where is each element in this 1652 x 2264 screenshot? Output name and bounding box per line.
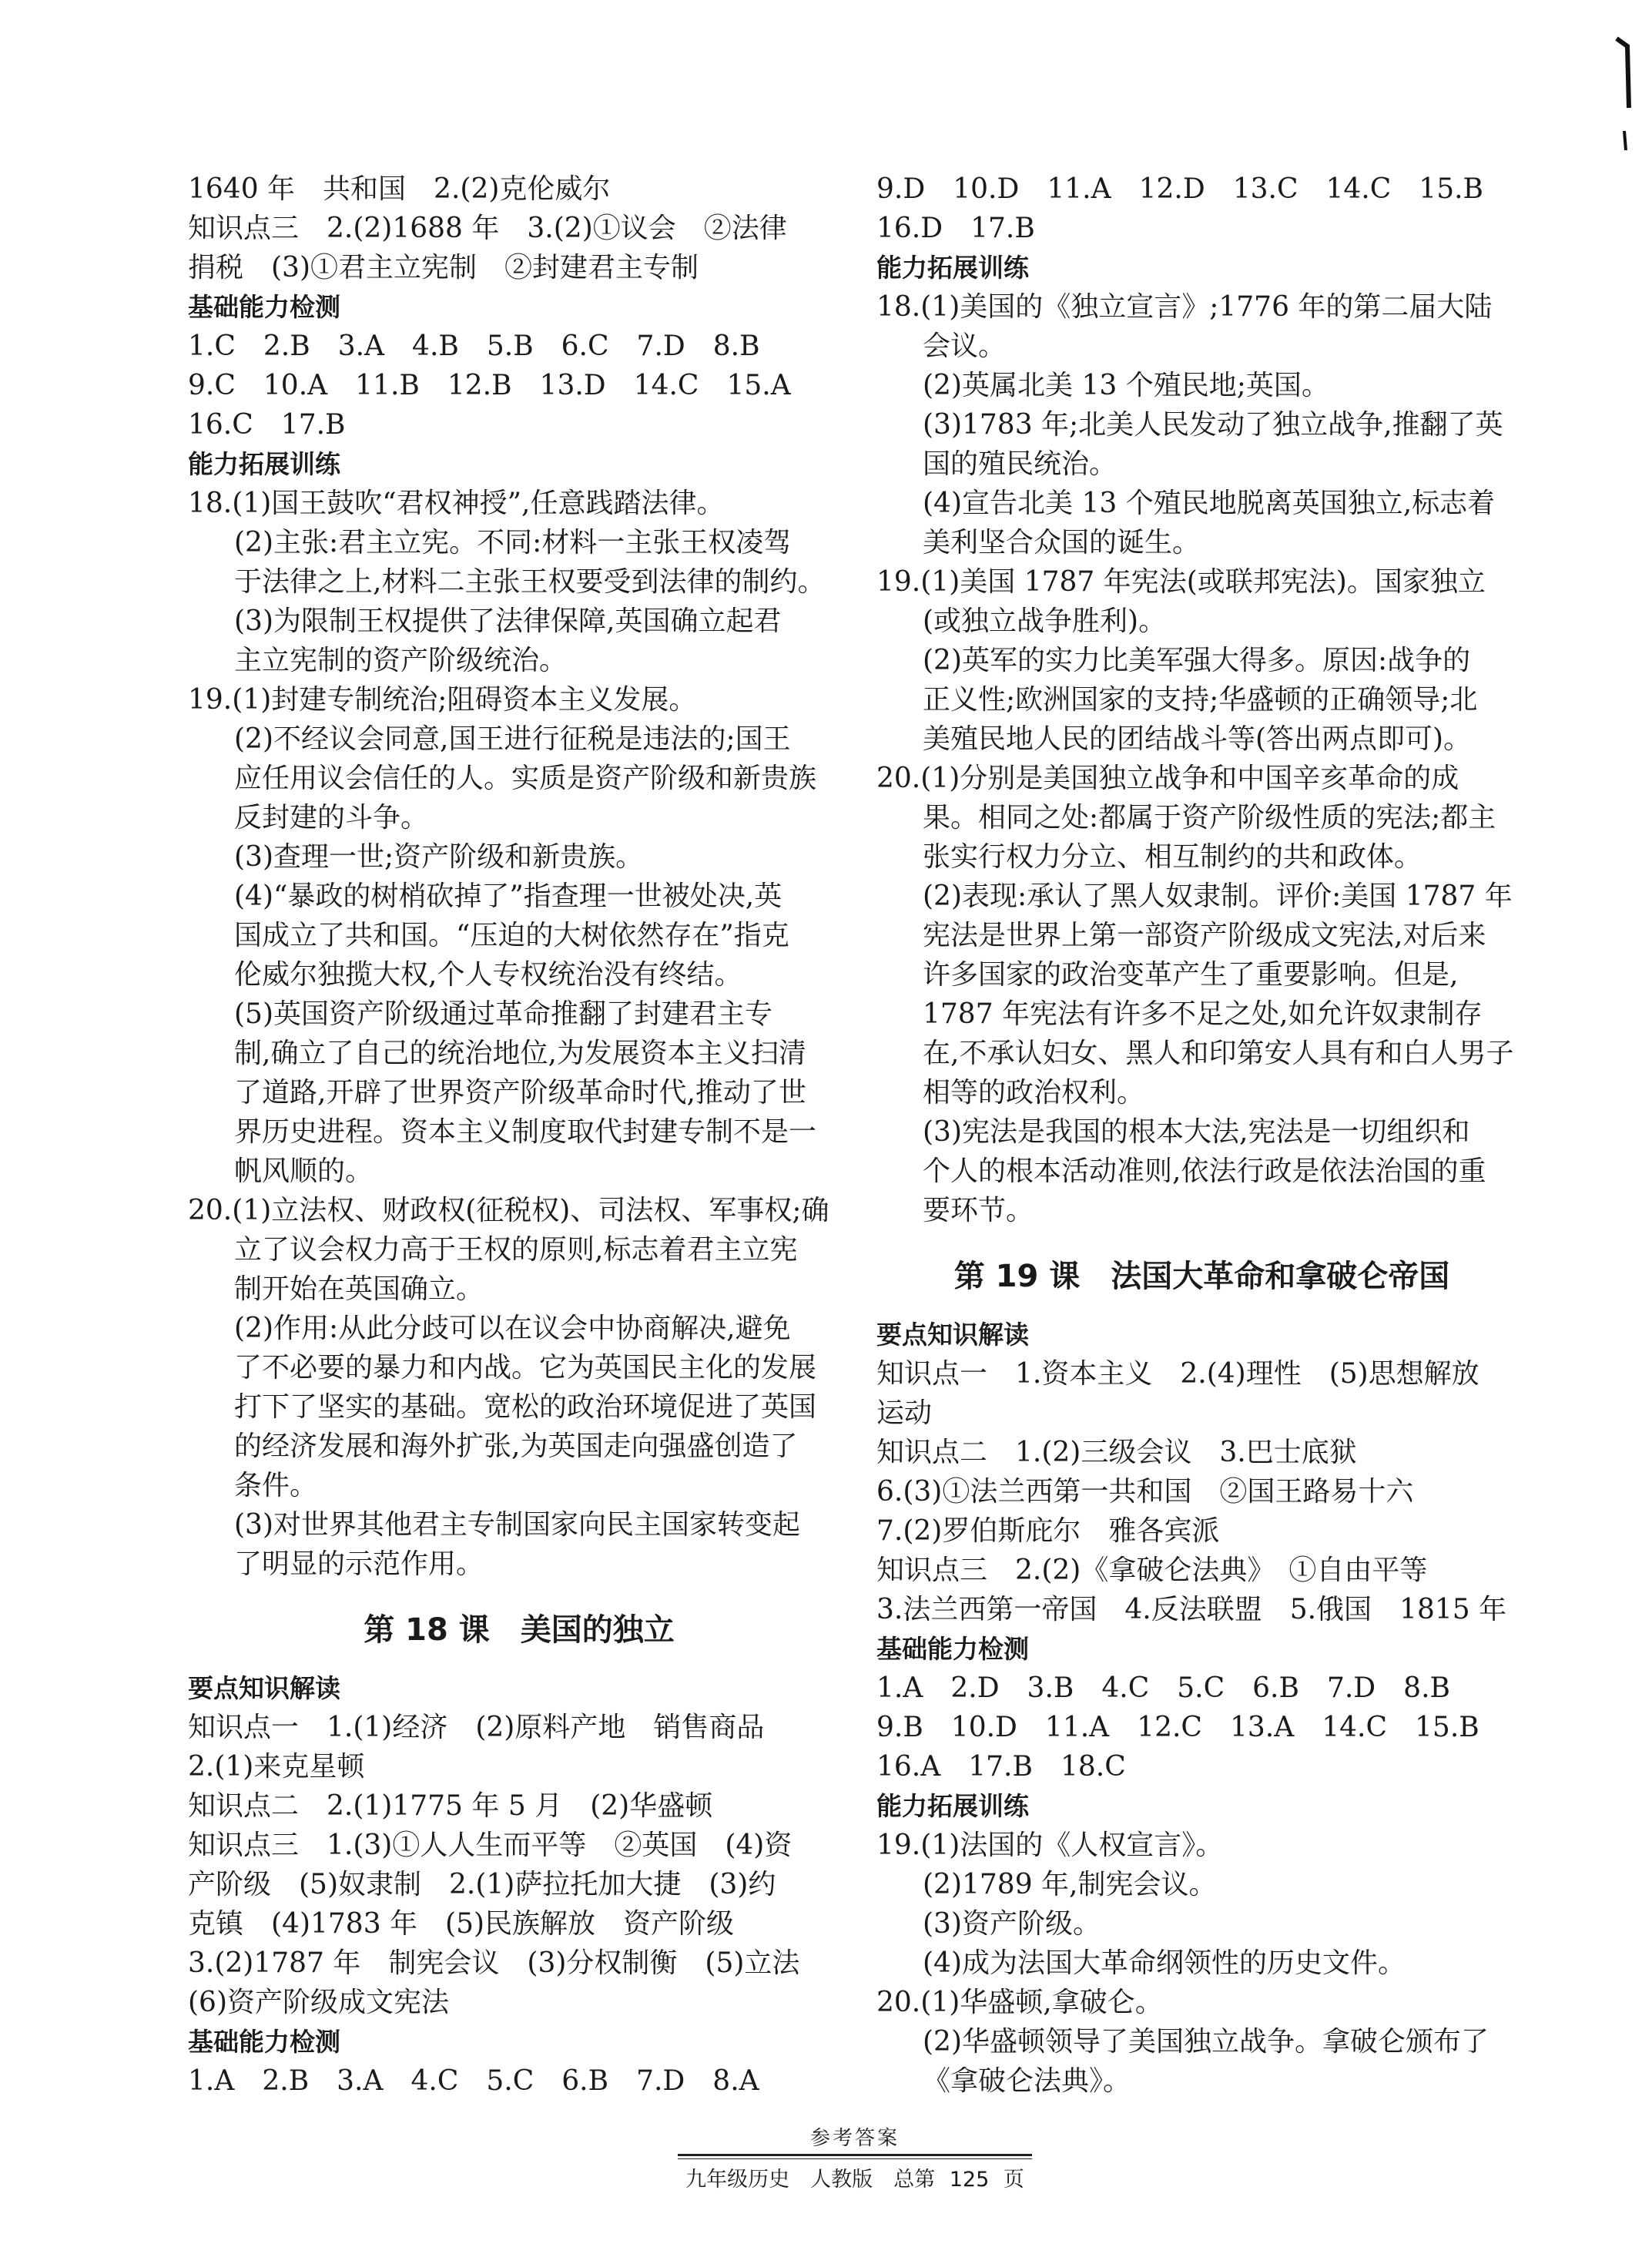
answer-line: 3.法兰西第一帝国 4.反法联盟 5.俄国 1815 年 xyxy=(876,1594,1507,1625)
answer-line: 条件。 xyxy=(234,1470,318,1501)
answer-line: 国成立了共和国。“压迫的大树依然存在”指克 xyxy=(234,920,789,951)
answer-line: 帆风顺的。 xyxy=(234,1155,374,1187)
answer-line: 运动 xyxy=(876,1397,933,1429)
answer-line: (3)对世界其他君主专制国家向民主国家转变起 xyxy=(234,1509,800,1541)
answer-line: 20.(1)华盛顿,拿破仑。 xyxy=(876,1987,1163,2018)
footer-page-info: 九年级历史 人教版 总第 125 页 xyxy=(685,2168,1024,2192)
answer-line: 18.(1)国王鼓吹“君权神授”,任意践踏法律。 xyxy=(188,488,725,519)
answer-line: 捐税 (3)①君主立宪制 ②封建君主专制 xyxy=(188,252,699,283)
answer-line: 《拿破仑法典》。 xyxy=(923,2065,1131,2097)
footer-rule xyxy=(678,2154,1032,2159)
section-heading: 能力拓展训练 xyxy=(876,253,1029,283)
answer-line: (6)资产阶级成文宪法 xyxy=(188,1987,449,2018)
right-column xyxy=(876,169,1527,2101)
answer-line: 9.D 10.D 11.A 12.D 13.C 14.C 15.B xyxy=(876,173,1483,205)
answer-line: 了明显的示范作用。 xyxy=(234,1548,484,1580)
lesson-title: 第 18 课 美国的独立 xyxy=(364,1612,675,1648)
answer-line: (2)作用:从此分歧可以在议会中协商解决,避免 xyxy=(234,1313,791,1344)
answer-line: 应任用议会信任的人。实质是资产阶级和新贵族 xyxy=(234,763,817,794)
page-footer xyxy=(678,2122,1032,2192)
answer-line: 19.(1)法国的《人权宣言》。 xyxy=(876,1830,1224,1861)
answer-line: 个人的根本活动准则,依法行政是依法治国的重 xyxy=(923,1155,1486,1187)
answer-line: 1.C 2.B 3.A 4.B 5.B 6.C 7.D 8.B xyxy=(188,330,760,362)
answer-line: (3)1783 年;北美人民发动了独立战争,推翻了英 xyxy=(923,409,1503,441)
answer-line: (2)华盛顿领导了美国独立战争。拿破仑颁布了 xyxy=(923,2026,1489,2058)
answer-line: 了不必要的暴力和内战。它为英国民主化的发展 xyxy=(234,1352,817,1384)
answer-line: 16.A 17.B 18.C xyxy=(876,1751,1126,1783)
answer-line: (3)宪法是我国的根本大法,宪法是一切组织和 xyxy=(923,1116,1470,1148)
answer-line: 2.(1)来克星顿 xyxy=(188,1751,365,1783)
answer-line: 伦威尔独揽大权,个人专权统治没有终结。 xyxy=(234,959,742,991)
answer-line: 于法律之上,材料二主张王权要受到法律的制约。 xyxy=(234,566,826,598)
lesson-title: 第 19 课 法国大革命和拿破仑帝国 xyxy=(953,1259,1450,1294)
answer-line: 1.A 2.B 3.A 4.C 5.C 6.B 7.D 8.A xyxy=(188,2065,759,2097)
answer-line: 的经济发展和海外扩张,为英国走向强盛创造了 xyxy=(234,1431,798,1462)
answer-line: (2)主张:君主立宪。不同:材料一主张王权凌驾 xyxy=(234,527,792,558)
answer-line: 反封建的斗争。 xyxy=(234,802,429,833)
answer-line: (4)“暴政的树梢砍掉了”指查理一世被处决,英 xyxy=(234,880,782,912)
answer-line: 制,确立了自己的统治地位,为发展资本主义扫清 xyxy=(234,1038,806,1069)
section-heading: 基础能力检测 xyxy=(188,292,340,322)
answer-line: 知识点二 2.(1)1775 年 5 月 (2)华盛顿 xyxy=(188,1790,713,1822)
answer-line: 美利坚合众国的诞生。 xyxy=(923,527,1201,558)
answer-line: 正义性;欧洲国家的支持;华盛顿的正确领导;北 xyxy=(923,684,1478,716)
answer-line: 立了议会权力高于王权的原则,标志着君主立宪 xyxy=(234,1234,798,1266)
answer-line: 9.B 10.D 11.A 12.C 13.A 14.C 15.B xyxy=(876,1712,1479,1743)
answer-line: 3.(2)1787 年 制宪会议 (3)分权制衡 (5)立法 xyxy=(188,1947,800,1979)
answer-line: 20.(1)立法权、财政权(征税权)、司法权、军事权;确 xyxy=(188,1195,829,1226)
answer-line: 产阶级 (5)奴隶制 2.(1)萨拉托加大捷 (3)约 xyxy=(188,1869,776,1900)
answer-line: (2)不经议会同意,国王进行征税是违法的;国王 xyxy=(234,723,791,755)
answer-line: (2)1789 年,制宪会议。 xyxy=(923,1869,1217,1900)
answer-line: 16.D 17.B xyxy=(876,213,1035,244)
answer-line: 19.(1)封建专制统治;阻碍资本主义发展。 xyxy=(188,684,697,716)
section-heading: 要点知识解读 xyxy=(188,1673,340,1703)
answer-line: 在,不承认妇女、黑人和印第安人具有和白人男子 xyxy=(923,1038,1514,1069)
answer-line: (2)表现:承认了黑人奴隶制。评价:美国 1787 年 xyxy=(923,880,1513,912)
answer-line: (2)英军的实力比美军强大得多。原因:战争的 xyxy=(923,645,1471,676)
section-heading: 能力拓展训练 xyxy=(188,449,340,479)
answer-line: 打下了坚实的基础。宽松的政治环境促进了英国 xyxy=(234,1391,817,1423)
answer-line: 国的殖民统治。 xyxy=(923,448,1118,480)
answer-line: 16.C 17.B xyxy=(188,409,346,441)
answer-line: (3)资产阶级。 xyxy=(923,1908,1101,1940)
answer-line: 知识点二 1.(2)三级会议 3.巴士底狱 xyxy=(876,1437,1357,1468)
answer-line: 1.A 2.D 3.B 4.C 5.C 6.B 7.D 8.B xyxy=(876,1672,1450,1704)
answer-line: 主立宪制的资产阶级统治。 xyxy=(234,645,568,676)
answer-line: 界历史进程。资本主义制度取代封建专制不是一 xyxy=(234,1116,817,1148)
answer-line: 19.(1)美国 1787 年宪法(或联邦宪法)。国家独立 xyxy=(876,566,1486,598)
footer-title: 参考答案 xyxy=(809,2127,900,2150)
section-heading: 基础能力检测 xyxy=(188,2027,340,2057)
answer-line: 制开始在英国确立。 xyxy=(234,1273,484,1305)
answer-line: 9.C 10.A 11.B 12.B 13.D 14.C 15.A xyxy=(188,370,791,401)
left-column xyxy=(188,169,850,2101)
answer-line: 克镇 (4)1783 年 (5)民族解放 资产阶级 xyxy=(188,1908,735,1940)
answer-line: (5)英国资产阶级通过革命推翻了封建君主专 xyxy=(234,998,772,1030)
answer-line: (4)成为法国大革命纲领性的历史文件。 xyxy=(923,1947,1406,1979)
answer-line: 18.(1)美国的《独立宣言》;1776 年的第二届大陆 xyxy=(876,291,1493,323)
answer-line: (3)查理一世;资产阶级和新贵族。 xyxy=(234,841,644,873)
answer-line: 知识点三 2.(2)1688 年 3.(2)①议会 ②法律 xyxy=(188,213,787,244)
answer-line: (4)宣告北美 13 个殖民地脱离英国独立,标志着 xyxy=(923,488,1496,519)
section-heading: 要点知识解读 xyxy=(876,1320,1029,1350)
answer-line: 知识点三 1.(3)①人人生而平等 ②英国 (4)资 xyxy=(188,1830,792,1861)
answer-line: (2)英属北美 13 个殖民地;英国。 xyxy=(923,370,1329,401)
answer-line: 7.(2)罗伯斯庇尔 雅各宾派 xyxy=(876,1515,1220,1547)
answer-line: 要环节。 xyxy=(923,1195,1034,1226)
answer-line: 果。相同之处:都属于资产阶级性质的宪法;都主 xyxy=(923,802,1496,833)
answer-line: 张实行权力分立、相互制约的共和政体。 xyxy=(923,841,1422,873)
answer-line: 20.(1)分别是美国独立战争和中国辛亥革命的成 xyxy=(876,763,1459,794)
answer-line: (或独立战争胜利)。 xyxy=(923,605,1167,637)
edge-scan-mark xyxy=(1613,23,1637,154)
answer-line: 1787 年宪法有许多不足之处,如允许奴隶制存 xyxy=(923,998,1483,1030)
section-heading: 能力拓展训练 xyxy=(876,1791,1029,1821)
answer-line: 会议。 xyxy=(923,330,1007,362)
answer-line: 了道路,开辟了世界资产阶级革命时代,推动了世 xyxy=(234,1077,806,1109)
answer-line: 相等的政治权利。 xyxy=(923,1077,1145,1109)
answer-line: 6.(3)①法兰西第一共和国 ②国王路易十六 xyxy=(876,1476,1414,1508)
answer-line: (3)为限制王权提供了法律保障,英国确立起君 xyxy=(234,605,782,637)
answer-line: 许多国家的政治变革产生了重要影响。但是, xyxy=(923,959,1459,991)
answer-line: 1640 年 共和国 2.(2)克伦威尔 xyxy=(188,173,611,205)
answer-line: 知识点一 1.(1)经济 (2)原料产地 销售商品 xyxy=(188,1712,765,1743)
answer-line: 美殖民地人民的团结战斗等(答出两点即可)。 xyxy=(923,723,1472,755)
section-heading: 基础能力检测 xyxy=(876,1634,1029,1664)
answer-line: 知识点一 1.资本主义 2.(4)理性 (5)思想解放 xyxy=(876,1358,1479,1390)
answer-line: 宪法是世界上第一部资产阶级成文宪法,对后来 xyxy=(923,920,1486,951)
answer-line: 知识点三 2.(2)《拿破仑法典》 ①自由平等 xyxy=(876,1555,1428,1586)
